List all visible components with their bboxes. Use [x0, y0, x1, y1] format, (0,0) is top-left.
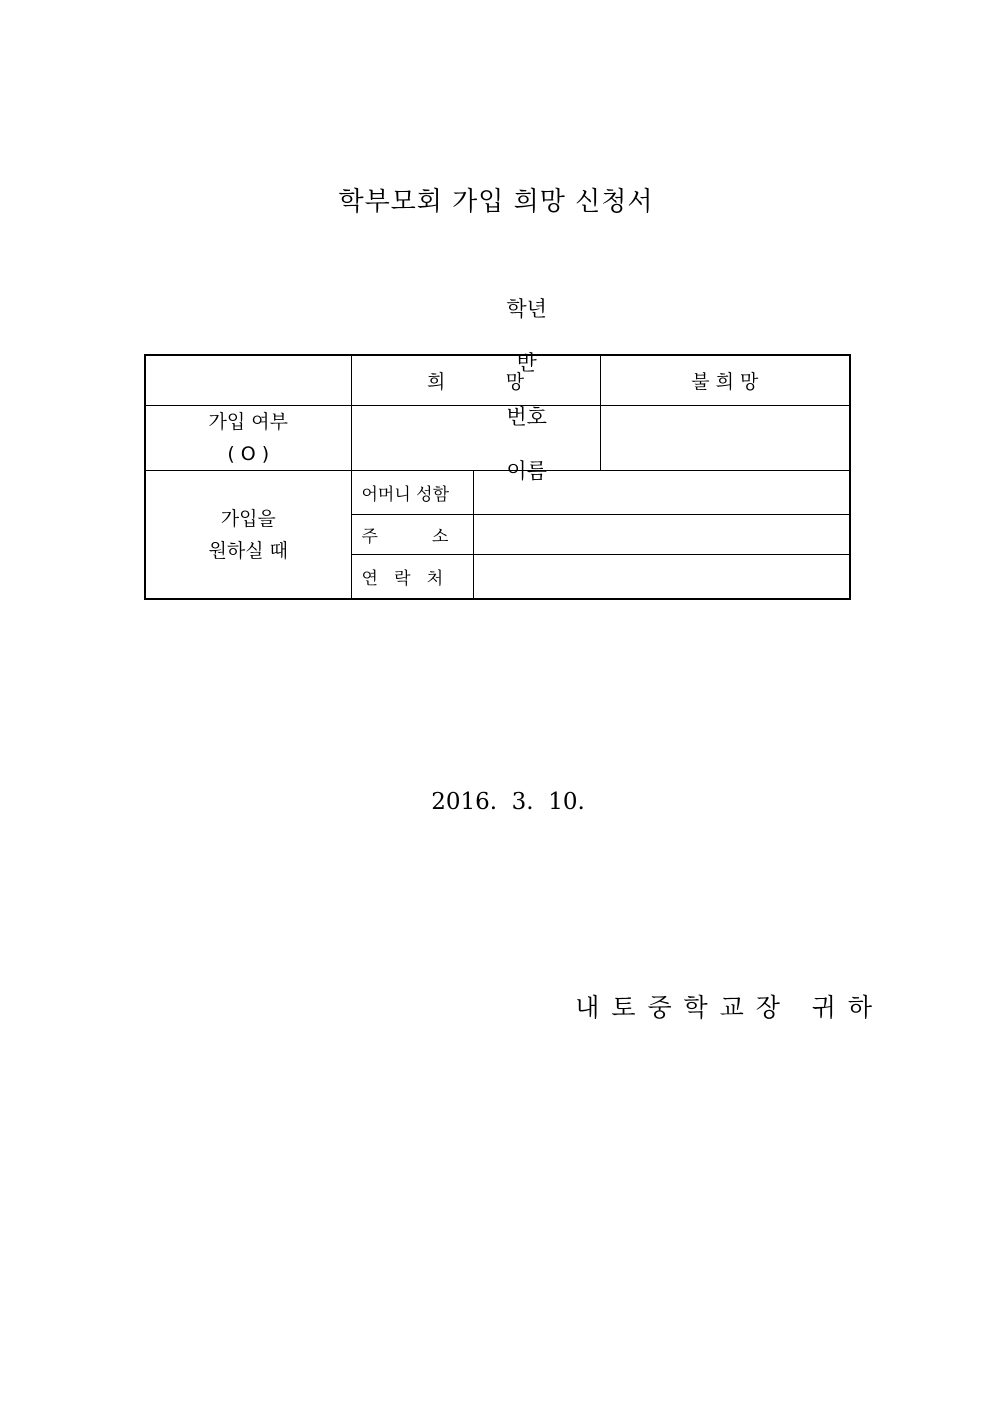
number-label: 번호: [506, 405, 547, 429]
address-input[interactable]: [473, 515, 850, 555]
mother-name-input[interactable]: [473, 471, 850, 515]
application-table: [144, 354, 851, 600]
mother-name-row: [145, 471, 850, 515]
contact-input[interactable]: [473, 555, 850, 600]
document-title: 학부모회 가입 희망 신청서: [338, 187, 654, 217]
document-date: 2016. 3. 10.: [431, 789, 585, 815]
mother-name-label: 어머니 성함: [351, 471, 473, 515]
join-label-line2: ( O ): [227, 443, 270, 465]
wish-label-line1: 가입을: [220, 507, 276, 530]
no-hope-input-cell[interactable]: [600, 406, 850, 471]
addressee: 내 토 중 학 교 장 귀 하: [575, 993, 874, 1022]
join-row: [145, 406, 850, 471]
header-hope: 희 망: [351, 355, 600, 406]
address-label: 주 소: [351, 515, 473, 555]
join-label-cell: [145, 406, 351, 471]
grade-label: 학년: [506, 297, 547, 321]
class-label: 반: [516, 351, 537, 375]
hope-input-cell[interactable]: [351, 406, 600, 471]
table-header-row: [145, 355, 850, 406]
wish-label-cell: [145, 471, 351, 600]
name-label: 이름: [506, 459, 547, 483]
wish-label-line2: 원하실 때: [208, 539, 288, 562]
corner-cell: [145, 355, 351, 406]
contact-label: 연 락 처: [351, 555, 473, 600]
header-no-hope: 불 희 망: [600, 355, 850, 406]
join-label-line1: 가입 여부: [208, 411, 288, 433]
